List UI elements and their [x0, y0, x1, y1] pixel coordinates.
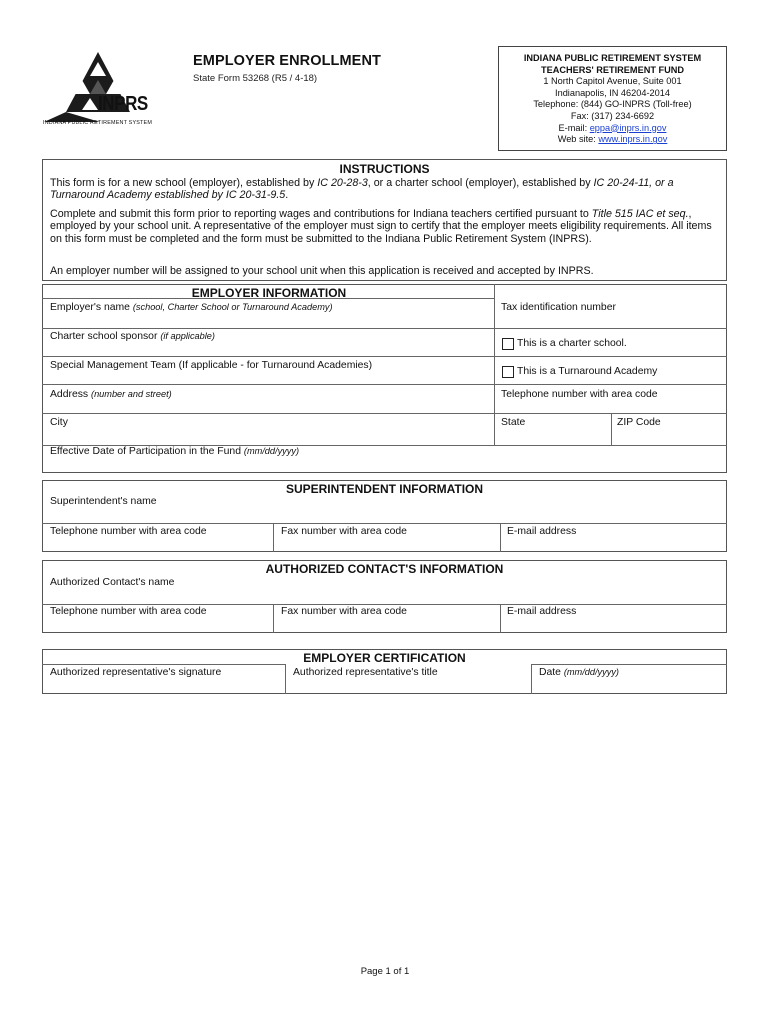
contact-section [42, 560, 727, 633]
p1-text-2: , or a charter school (employer), established by [367, 177, 594, 189]
signature-label: Authorized representative's signature [50, 667, 222, 678]
p2-text: Complete and submit this form prior to reporting wages and contributions for Indiana teachers certified pursuant to [50, 208, 592, 220]
sponsor-label: Charter school sponsor (if applicable) [50, 331, 215, 342]
agency-fund: TEACHERS' RETIREMENT FUND [540, 64, 685, 75]
agency-name: INDIANA PUBLIC RETIREMENT SYSTEM [523, 53, 702, 63]
employer-info-title: EMPLOYER INFORMATION [191, 286, 347, 300]
instructions-title: INSTRUCTIONS [339, 162, 430, 176]
charter-school-checkbox[interactable] [502, 338, 514, 350]
tax-id-label: Tax identification number [501, 302, 616, 313]
superintendent-name-label: Superintendent's name [50, 496, 157, 507]
superintendent-section [42, 480, 727, 552]
agency-telephone: Telephone: (844) GO-INPRS (Toll-free) [533, 99, 692, 110]
superintendent-email-label: E-mail address [507, 526, 577, 537]
contact-email-label: E-mail address [507, 606, 577, 617]
turnaround-academy-checkbox[interactable] [502, 366, 514, 378]
page-number: Page 1 of 1 [360, 966, 410, 977]
smt-label: Special Management Team (If applicable - for Turnaround Academies) [50, 360, 373, 371]
employer-name-label: Employer's name (school, Charter School or Turnaround Academy) [50, 302, 333, 313]
agency-address1: 1 North Capitol Avenue, Suite 001 [543, 76, 682, 87]
certification-title: EMPLOYER CERTIFICATION [303, 651, 466, 665]
web-link[interactable]: www.inprs.in.gov [598, 134, 668, 145]
form-number: State Form 53268 (R5 / 4-18) [193, 73, 318, 84]
inprs-logo [40, 50, 160, 132]
p1-citation-2: IC 20-24-11, or a Turnaround Academy established by IC 20-31-9.5 [50, 177, 674, 202]
contact-name-label: Authorized Contact's name [50, 577, 175, 588]
contact-telephone-label: Telephone number with area code [50, 606, 207, 617]
rep-title-label: Authorized representative's title [293, 667, 438, 678]
logo-tagline: INDIANA PUBLIC RETIREMENT SYSTEM [43, 120, 153, 126]
page-title: EMPLOYER ENROLLMENT [193, 53, 381, 69]
p1-text: This form is for a new school (employer), established by [50, 177, 318, 189]
effective-date-label: Effective Date of Participation in the Fund (mm/dd/yyyy) [50, 446, 300, 457]
instructions-paragraph-3: An employer number will be assigned to your school unit when this application is received and accepted by INPRS. [50, 265, 594, 277]
agency-email-line [499, 123, 726, 135]
instructions-paragraph-2 [50, 208, 720, 245]
p1-citation: IC 20-28-3 [317, 177, 368, 189]
city-label: City [50, 417, 68, 428]
agency-address2: Indianapolis, IN 46204-2014 [555, 87, 670, 98]
superintendent-fax-label: Fax number with area code [281, 526, 407, 537]
zip-label: ZIP Code [617, 417, 661, 428]
web-label: Web site: [557, 134, 599, 145]
contact-title: AUTHORIZED CONTACT'S INFORMATION [265, 562, 504, 576]
logo-wordmark: INPRS [98, 93, 148, 115]
email-link[interactable]: eppa@inprs.in.gov [589, 122, 667, 133]
instructions-paragraph-1 [50, 177, 720, 202]
p2-text-2: , employed by your school unit. A representative of the employer must sign to certify that the employer meets eligibility requirements. All items on this form must be completed and the form must be submitted to the Indiana Public Retirement System (INPRS). [50, 208, 712, 245]
superintendent-title: SUPERINTENDENT INFORMATION [285, 482, 484, 496]
agency-fax: Fax: (317) 234-6692 [570, 110, 655, 121]
employer-telephone-label: Telephone number with area code [501, 389, 658, 400]
turnaround-academy-checkbox-label: This is a Turnaround Academy [517, 366, 658, 377]
agency-box [498, 46, 727, 151]
agency-web-line [499, 134, 726, 146]
state-label: State [501, 417, 526, 428]
p1-end: . [285, 189, 289, 202]
cert-date-label: Date (mm/dd/yyyy) [539, 667, 619, 678]
contact-fax-label: Fax number with area code [281, 606, 407, 617]
email-label: E-mail: [558, 122, 590, 133]
p2-citation: Title 515 IAC et seq. [591, 208, 689, 220]
superintendent-telephone-label: Telephone number with area code [50, 526, 207, 537]
charter-school-checkbox-label: This is a charter school. [517, 338, 627, 349]
address-label: Address (number and street) [50, 389, 172, 400]
